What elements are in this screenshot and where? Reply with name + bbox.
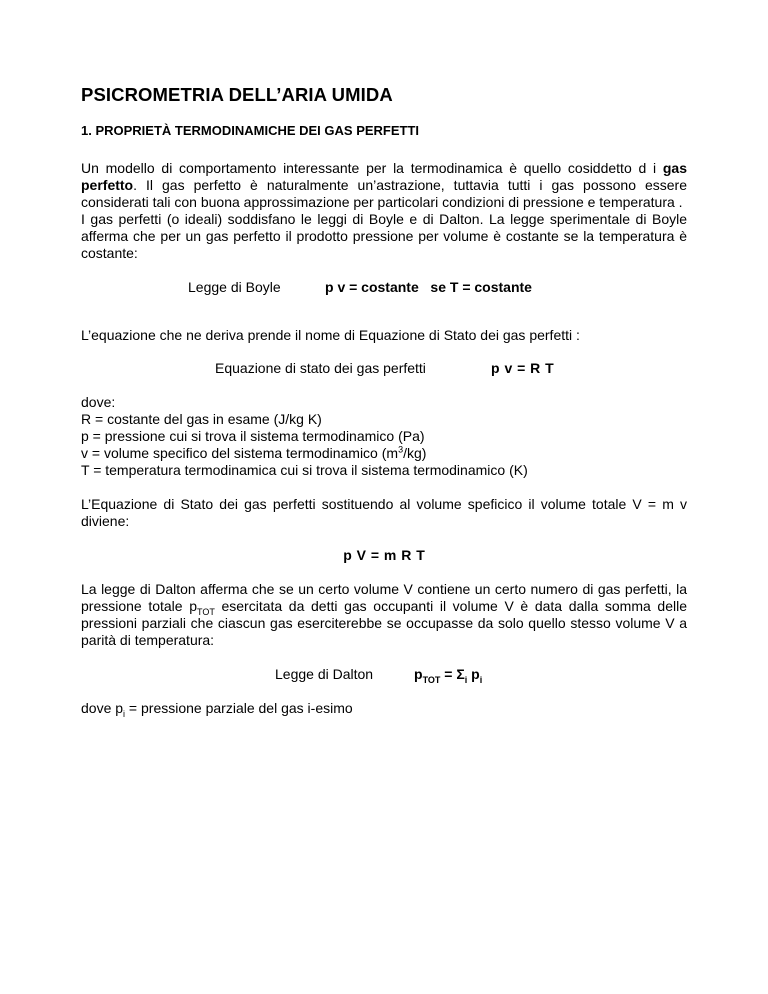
section-heading: 1. PROPRIETÀ TERMODINAMICHE DEI GAS PERFETTI (81, 123, 420, 138)
definition-v-unit: /kg) (403, 445, 427, 461)
dalton-definition (81, 700, 687, 717)
definition-R: R = costante del gas in esame (J/kg K) (81, 411, 322, 427)
state-formula: p v = R T (491, 360, 555, 376)
boyle-formula: p v = costante se T = costante (325, 279, 532, 295)
dalton-formula (414, 666, 482, 683)
dalton-text-b: esercitata da detti gas occupanti il volume V è data dalla somma delle pressioni parziali che ciascun gas eserciterebbe se occupasse da solo quello stesso volume V a parità di temperatura: (81, 598, 687, 648)
dalton-def-text-a: dove p (81, 700, 124, 716)
definition-v-text: v = volume specifico del sistema termodinamico (m (81, 445, 399, 461)
dalton-f-i1: i (464, 674, 468, 685)
dalton-f-eq: = Σ (440, 666, 465, 682)
dalton-label: Legge di Dalton (275, 666, 374, 682)
definition-v (81, 445, 687, 462)
dalton-text-a: La legge di Dalton afferma che se un certo volume V contiene un certo numero di gas perfetti, la pressione totale p (81, 581, 687, 614)
intro-bold-term: gas perfetto (81, 160, 687, 193)
intro-text-b: . Il gas perfetto è naturalmente un’astrazione, tuttavia tutti i gas possono essere considerati tali con buona approssimazione per particolari condizioni di pressione e temperatura . (81, 177, 687, 210)
definition-v-sup: 3 (398, 444, 404, 455)
document-page (81, 84, 687, 717)
total-volume-paragraph: L’Equazione di Stato dei gas perfetti sostituendo al volume speficico il volume totale V = m v diviene: (81, 496, 687, 529)
dalton-f-p2: p (467, 666, 480, 682)
dalton-def-sub: i (123, 708, 126, 719)
dalton-def-text-b: = pressione parziale del gas i-esimo (125, 700, 353, 716)
definition-T: T = temperatura termodinamica cui si trova il sistema termodinamico (K) (81, 462, 528, 478)
intro-text-a: Un modello di comportamento interessante per la termodinamica è quello cosiddetto d i (81, 160, 663, 176)
state-intro-paragraph: L’equazione che ne deriva prende il nome di Equazione di Stato dei gas perfetti : (81, 327, 580, 343)
definitions-dove: dove: (81, 394, 116, 410)
dalton-f-tot: TOT (422, 674, 441, 685)
definition-p: p = pressione cui si trova il sistema termodinamico (Pa) (81, 428, 425, 444)
state-formula-row (81, 360, 687, 377)
dalton-f-i2: i (479, 674, 483, 685)
boyle-label: Legge di Boyle (188, 279, 281, 295)
boyle-intro-paragraph: I gas perfetti (o ideali) soddisfano le leggi di Boyle e di Dalton. La legge sperimentale di Boyle afferma che per un gas perfetto il prodotto pressione per volume è costante se la temperatura è costante: (81, 211, 687, 261)
boyle-formula-row (81, 279, 687, 296)
dalton-paragraph (81, 581, 687, 649)
definitions-list (81, 394, 687, 479)
dalton-text-sub: TOT (197, 606, 215, 617)
state-label: Equazione di stato dei gas perfetti (215, 360, 426, 376)
dalton-formula-row (81, 666, 687, 683)
page-title: PSICROMETRIA DELL’ARIA UMIDA (81, 84, 393, 105)
total-volume-formula: p V = m R T (343, 547, 425, 563)
dalton-f-p: p (414, 666, 423, 682)
intro-paragraph (81, 160, 687, 211)
